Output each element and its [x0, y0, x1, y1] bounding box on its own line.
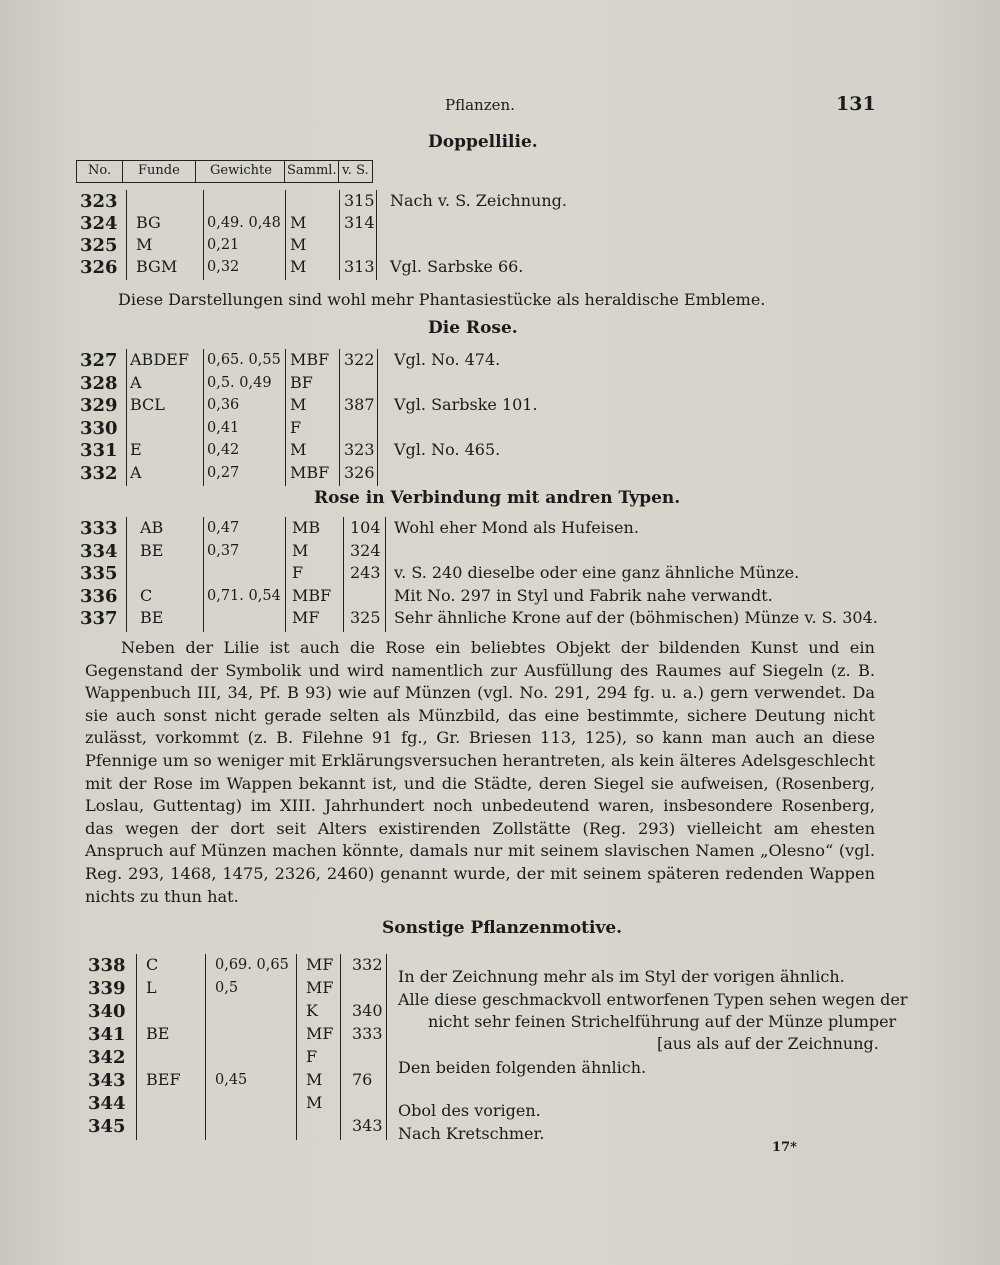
column-rule	[126, 517, 127, 632]
row-vs: 343	[352, 1116, 383, 1135]
row-number: 328	[80, 372, 118, 394]
row-samml: MF	[292, 608, 320, 627]
row-vs: 325	[350, 608, 381, 627]
row-samml: M	[306, 1070, 323, 1089]
row-number: 335	[80, 563, 118, 584]
row-gewichte: 0,71. 0,54	[207, 587, 281, 604]
row-samml: M	[290, 395, 307, 414]
sonstige-note-4: Obol des vorigen.	[398, 1101, 541, 1120]
row-samml: K	[306, 1001, 318, 1020]
column-rule	[376, 190, 377, 280]
page-number: 131	[836, 93, 876, 115]
row-vs: 333	[352, 1024, 383, 1043]
row-funde: M	[136, 235, 153, 254]
row-samml: MB	[292, 518, 321, 537]
column-rule	[285, 190, 286, 280]
column-rule	[203, 190, 204, 280]
row-gewichte: 0,36	[207, 397, 240, 413]
row-samml: MF	[306, 978, 334, 997]
row-samml: MBF	[292, 585, 332, 605]
row-samml: MF	[306, 955, 334, 974]
row-gewichte: 0,42	[207, 442, 240, 458]
row-number: 338	[88, 955, 126, 976]
row-samml: M	[290, 235, 307, 254]
row-samml: M	[306, 1093, 323, 1112]
row-number: 337	[80, 608, 118, 629]
row-samml: F	[306, 1047, 318, 1066]
row-number: 330	[80, 417, 118, 439]
row-samml: MBF	[290, 350, 330, 369]
column-rule	[203, 349, 204, 486]
row-samml: F	[290, 417, 302, 437]
row-funde: L	[146, 978, 157, 997]
row-number: 324	[80, 213, 118, 234]
col-funde: Funde	[138, 163, 180, 178]
row-vs: 243	[350, 563, 381, 582]
column-rule	[339, 190, 340, 280]
body-paragraph	[85, 637, 875, 908]
sonstige-note-5: Nach Kretschmer.	[398, 1124, 545, 1143]
column-rule	[126, 190, 127, 280]
row-gewichte: 0,37	[207, 542, 240, 559]
row-funde: BCL	[130, 395, 165, 414]
doppellilie-remark: Diese Darstellungen sind wohl mehr Phantasiestücke als heraldische Embleme.	[118, 290, 766, 309]
row-number: 329	[80, 395, 118, 416]
col-samml: Samml.	[287, 163, 337, 178]
row-funde: AB	[140, 518, 164, 537]
sonstige-note-2c: [aus als auf der Zeichnung.	[657, 1034, 879, 1053]
row-funde: A	[130, 462, 142, 482]
sonstige-note-2a: Alle diese geschmackvoll entworfenen Typen sehen wegen der	[398, 990, 908, 1009]
row-funde: BGM	[136, 257, 178, 276]
col-vs: v. S.	[342, 163, 369, 178]
column-rule	[377, 349, 378, 486]
row-vs: 326	[344, 462, 375, 482]
column-rule	[340, 954, 341, 1140]
row-gewichte: 0,41	[207, 419, 240, 436]
row-number: 331	[80, 440, 118, 461]
row-vs: 76	[352, 1070, 373, 1089]
row-vs: 315	[344, 191, 375, 210]
row-number: 332	[80, 462, 118, 484]
column-rule	[285, 349, 286, 486]
sonstige-note-2b: nicht sehr feinen Strichelführung auf der Münze plumper	[428, 1012, 897, 1031]
col-no: No.	[88, 163, 112, 178]
row-funde: BEF	[146, 1070, 181, 1089]
column-rule	[205, 954, 206, 1140]
row-note: Sehr ähnliche Krone auf der (böhmischen) Münze v. S. 304.	[394, 608, 878, 627]
row-vs: 104	[350, 518, 381, 537]
row-funde: C	[140, 585, 153, 605]
row-note: Wohl eher Mond als Hufeisen.	[394, 518, 639, 537]
row-samml: M	[290, 440, 307, 459]
row-number: 326	[80, 257, 118, 278]
row-vs: 324	[350, 540, 381, 560]
column-rule	[343, 517, 344, 632]
row-number: 334	[80, 540, 118, 562]
row-vs: 387	[344, 395, 375, 414]
section-title-rose-typen: Rose in Verbindung mit andren Typen.	[314, 488, 681, 508]
row-vs: 314	[344, 213, 375, 232]
row-number: 323	[80, 191, 118, 212]
row-gewichte: 0,65. 0,55	[207, 352, 281, 368]
row-funde: A	[130, 372, 142, 392]
row-note: v. S. 240 dieselbe oder eine ganz ähnliche Münze.	[394, 563, 800, 582]
row-funde: C	[146, 955, 159, 974]
row-number: 336	[80, 585, 118, 607]
row-funde: BE	[146, 1024, 170, 1043]
sonstige-note-1: In der Zeichnung mehr als im Styl der vorigen ähnlich.	[398, 967, 845, 986]
row-gewichte: 0,32	[207, 259, 240, 275]
column-rule	[385, 517, 386, 632]
row-gewichte: 0,45	[215, 1072, 248, 1088]
column-rule	[285, 517, 286, 632]
row-samml: M	[290, 213, 307, 232]
row-number: 325	[80, 235, 118, 256]
row-number: 339	[88, 978, 126, 999]
row-gewichte: 0,5. 0,49	[207, 374, 272, 391]
row-vs: 313	[344, 257, 375, 276]
row-number: 340	[88, 1001, 126, 1022]
sonstige-note-3: Den beiden folgenden ähnlich.	[398, 1058, 647, 1077]
row-note: Mit No. 297 in Styl und Fabrik nahe verwandt.	[394, 585, 773, 605]
row-samml: MBF	[290, 462, 330, 482]
row-vs: 322	[344, 350, 375, 369]
row-funde: ABDEF	[130, 350, 189, 369]
section-title-sonstige: Sonstige Pflanzenmotive.	[382, 918, 623, 938]
column-rule	[386, 954, 387, 1140]
row-samml: BF	[290, 372, 313, 392]
column-rule	[296, 954, 297, 1140]
row-number: 344	[88, 1093, 126, 1114]
section-title-doppellilie: Doppellilie.	[428, 132, 538, 152]
column-rule	[136, 954, 137, 1140]
row-samml: F	[292, 563, 304, 582]
row-funde: E	[130, 440, 142, 459]
row-note: Vgl. No. 465.	[394, 440, 501, 459]
signature-mark: 17*	[772, 1140, 797, 1155]
column-rule	[126, 349, 127, 486]
row-samml: M	[290, 257, 307, 276]
row-note: Nach v. S. Zeichnung.	[390, 191, 567, 210]
row-funde: BE	[140, 540, 164, 560]
paragraph-text: Neben der Lilie ist auch die Rose ein beliebtes Objekt der bildenden Kunst und ein Gegenstand der Symbolik und wird namentlich zur Ausfüllung des Raumes auf Siegeln (z. B. Wappenbuch III, 34, Pf. B 93) wie auf Münzen (vgl. No. 291, 294 fg. u. a.) gern verwendet. Da sie auch sonst nicht gerade selten als Münzbild, das eine bestimmte, sichere Deutung nicht zulässt, vorkommt (z. B. Filehne 91 fg., Gr. Briesen 113, 125), so kann man auch an diese Pfennige um so weniger mit Erklärungsversuchen herantreten, als kein älteres Adelsgeschlecht mit der Rose im Wappen bekannt ist, und die Städte, deren Siegel sie aufweisen, (Rosenberg, Loslau, Guttentag) im XIII. Jahrhundert noch unbedeutend waren, insbesondere Rosenberg, das wegen der dort seit Alters existirenden Zollstätte (Reg. 293) vielleicht am ehesten Anspruch auf Münzen machen könnte, damals nur mit seinem slavischen Namen „Olesno“ (vgl. Reg. 293, 1468, 1475, 2326, 2460) genannt wurde, der mit seinem späteren redenden Wappen nichts zu thun hat.	[85, 638, 875, 906]
row-funde: BE	[140, 608, 164, 627]
column-rule	[203, 517, 204, 632]
row-gewichte: 0,27	[207, 464, 240, 481]
row-vs: 323	[344, 440, 375, 459]
column-rule	[339, 349, 340, 486]
row-number: 341	[88, 1024, 126, 1045]
row-samml: M	[292, 540, 309, 560]
row-samml: MF	[306, 1024, 334, 1043]
row-vs: 332	[352, 955, 383, 974]
col-gewichte: Gewichte	[210, 163, 272, 178]
row-number: 333	[80, 518, 118, 539]
row-gewichte: 0,47	[207, 520, 240, 536]
row-gewichte: 0,69. 0,65	[215, 957, 289, 973]
row-number: 343	[88, 1070, 126, 1091]
row-note: Vgl. Sarbske 66.	[390, 257, 524, 276]
row-note: Vgl. Sarbske 101.	[394, 395, 538, 414]
running-title: Pflanzen.	[445, 96, 515, 114]
section-title-rose: Die Rose.	[428, 318, 518, 338]
row-gewichte: 0,5	[215, 980, 239, 996]
row-number: 342	[88, 1047, 126, 1068]
row-gewichte: 0,49. 0,48	[207, 215, 281, 231]
row-funde: BG	[136, 213, 161, 232]
row-vs: 340	[352, 1001, 383, 1020]
row-note: Vgl. No. 474.	[394, 350, 501, 369]
row-number: 327	[80, 350, 118, 371]
row-number: 345	[88, 1116, 126, 1137]
row-gewichte: 0,21	[207, 237, 240, 253]
